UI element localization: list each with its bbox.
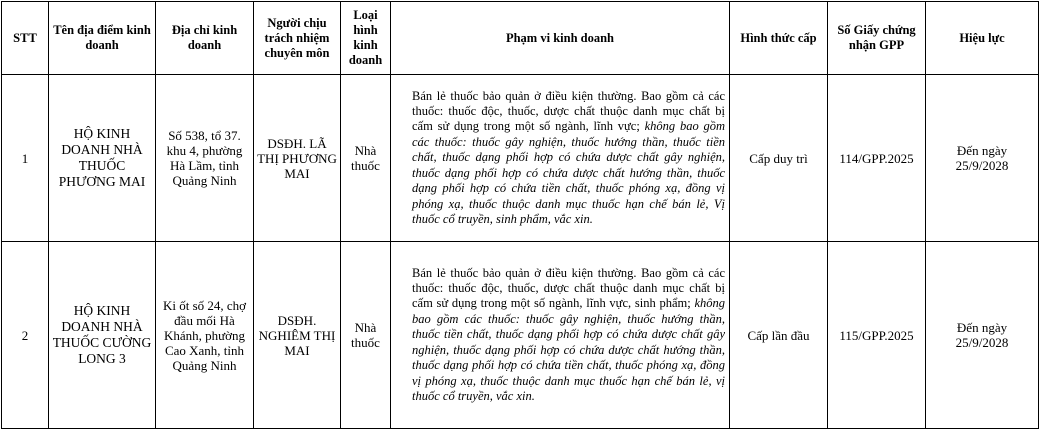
cell-issue-form: Cấp duy trì — [730, 75, 828, 242]
cell-address: Số 538, tổ 37. khu 4, phường Hà Lầm, tỉnh Quảng Ninh — [156, 75, 254, 242]
cell-responsible-person: DSĐH. LÃ THỊ PHƯƠNG MAI — [254, 75, 341, 242]
scope-italic-text: không bao gồm các thuốc: thuốc gây nghiện, thuốc hướng thần, thuốc tiền chất, thuốc dạng phối hợp có chứa dược chất gây nghiện, thuốc dạng phối hợp có chứa dược chất hướng thần, thuốc dạng phối hợp có chứa tiền chất, thuốc phóng xạ, đồng vị phóng xạ, thuốc thuộc danh mục thuốc hạn chế bán lẻ, Vị thuốc cổ truyền, sinh phẩm, vắc xin. — [412, 119, 725, 226]
cell-responsible-person: DSĐH. NGHIÊM THỊ MAI — [254, 242, 341, 429]
cell-business-scope — [391, 242, 730, 429]
header-row — [2, 2, 1039, 75]
scope-plain-text: Bán lẻ thuốc bảo quản ở điều kiện thường. Bao gồm cả các thuốc: thuốc độc, thuốc, dược chất thuộc danh mục chất bị cấm sử dụng trong một số ngành, lĩnh vực, sinh phẩm; — [412, 265, 725, 311]
header-stt: STT — [2, 2, 49, 75]
table-row — [2, 242, 1039, 429]
cell-validity: Đến ngày 25/9/2028 — [926, 242, 1039, 429]
scope-plain-text: Bán lẻ thuốc bảo quản ở điều kiện thường. Bao gồm cả các thuốc: thuốc độc, thuốc, dược chất thuộc danh mục chất bị cấm sử dụng trong một số ngành, lĩnh vực; — [412, 88, 725, 134]
table-row — [2, 75, 1039, 242]
cell-business-type: Nhà thuốc — [341, 75, 391, 242]
cell-business-name: HỘ KINH DOANH NHÀ THUỐC CƯỜNG LONG 3 — [49, 242, 156, 429]
gpp-certificate-table — [1, 1, 1039, 429]
header-validity: Hiệu lực — [926, 2, 1039, 75]
cell-business-type: Nhà thuốc — [341, 242, 391, 429]
cell-issue-form: Cấp lần đầu — [730, 242, 828, 429]
cell-stt: 2 — [2, 242, 49, 429]
header-gpp-number: Số Giấy chứng nhận GPP — [828, 2, 926, 75]
cell-validity: Đến ngày 25/9/2028 — [926, 75, 1039, 242]
cell-stt: 1 — [2, 75, 49, 242]
cell-gpp-number: 115/GPP.2025 — [828, 242, 926, 429]
header-responsible-person: Người chịu trách nhiệm chuyên môn — [254, 2, 341, 75]
scope-italic-text: không bao gồm các thuốc: thuốc gây nghiện, thuốc hướng thần, thuốc tiền chất, thuốc dạng phối hợp có chứa dược chất gây nghiện, thuốc dạng phối hợp có chứa dược chất hướng thần, thuốc dạng phối hợp có chứa tiền chất, thuốc phóng xạ, đồng vị phóng xạ, thuốc thuộc danh mục thuốc hạn chế bán lẻ, vị thuốc cổ truyền, vắc xin. — [412, 296, 726, 403]
header-business-scope: Phạm vi kinh doanh — [391, 2, 730, 75]
cell-gpp-number: 114/GPP.2025 — [828, 75, 926, 242]
cell-business-name: HỘ KINH DOANH NHÀ THUỐC PHƯƠNG MAI — [49, 75, 156, 242]
header-address: Địa chỉ kinh doanh — [156, 2, 254, 75]
header-business-name: Tên địa điểm kinh doanh — [49, 2, 156, 75]
cell-business-scope — [391, 75, 730, 242]
header-business-type: Loại hình kinh doanh — [341, 2, 391, 75]
header-issue-form: Hình thức cấp — [730, 2, 828, 75]
cell-address: Ki ốt số 24, chợ đầu mối Hà Khánh, phường Cao Xanh, tỉnh Quảng Ninh — [156, 242, 254, 429]
